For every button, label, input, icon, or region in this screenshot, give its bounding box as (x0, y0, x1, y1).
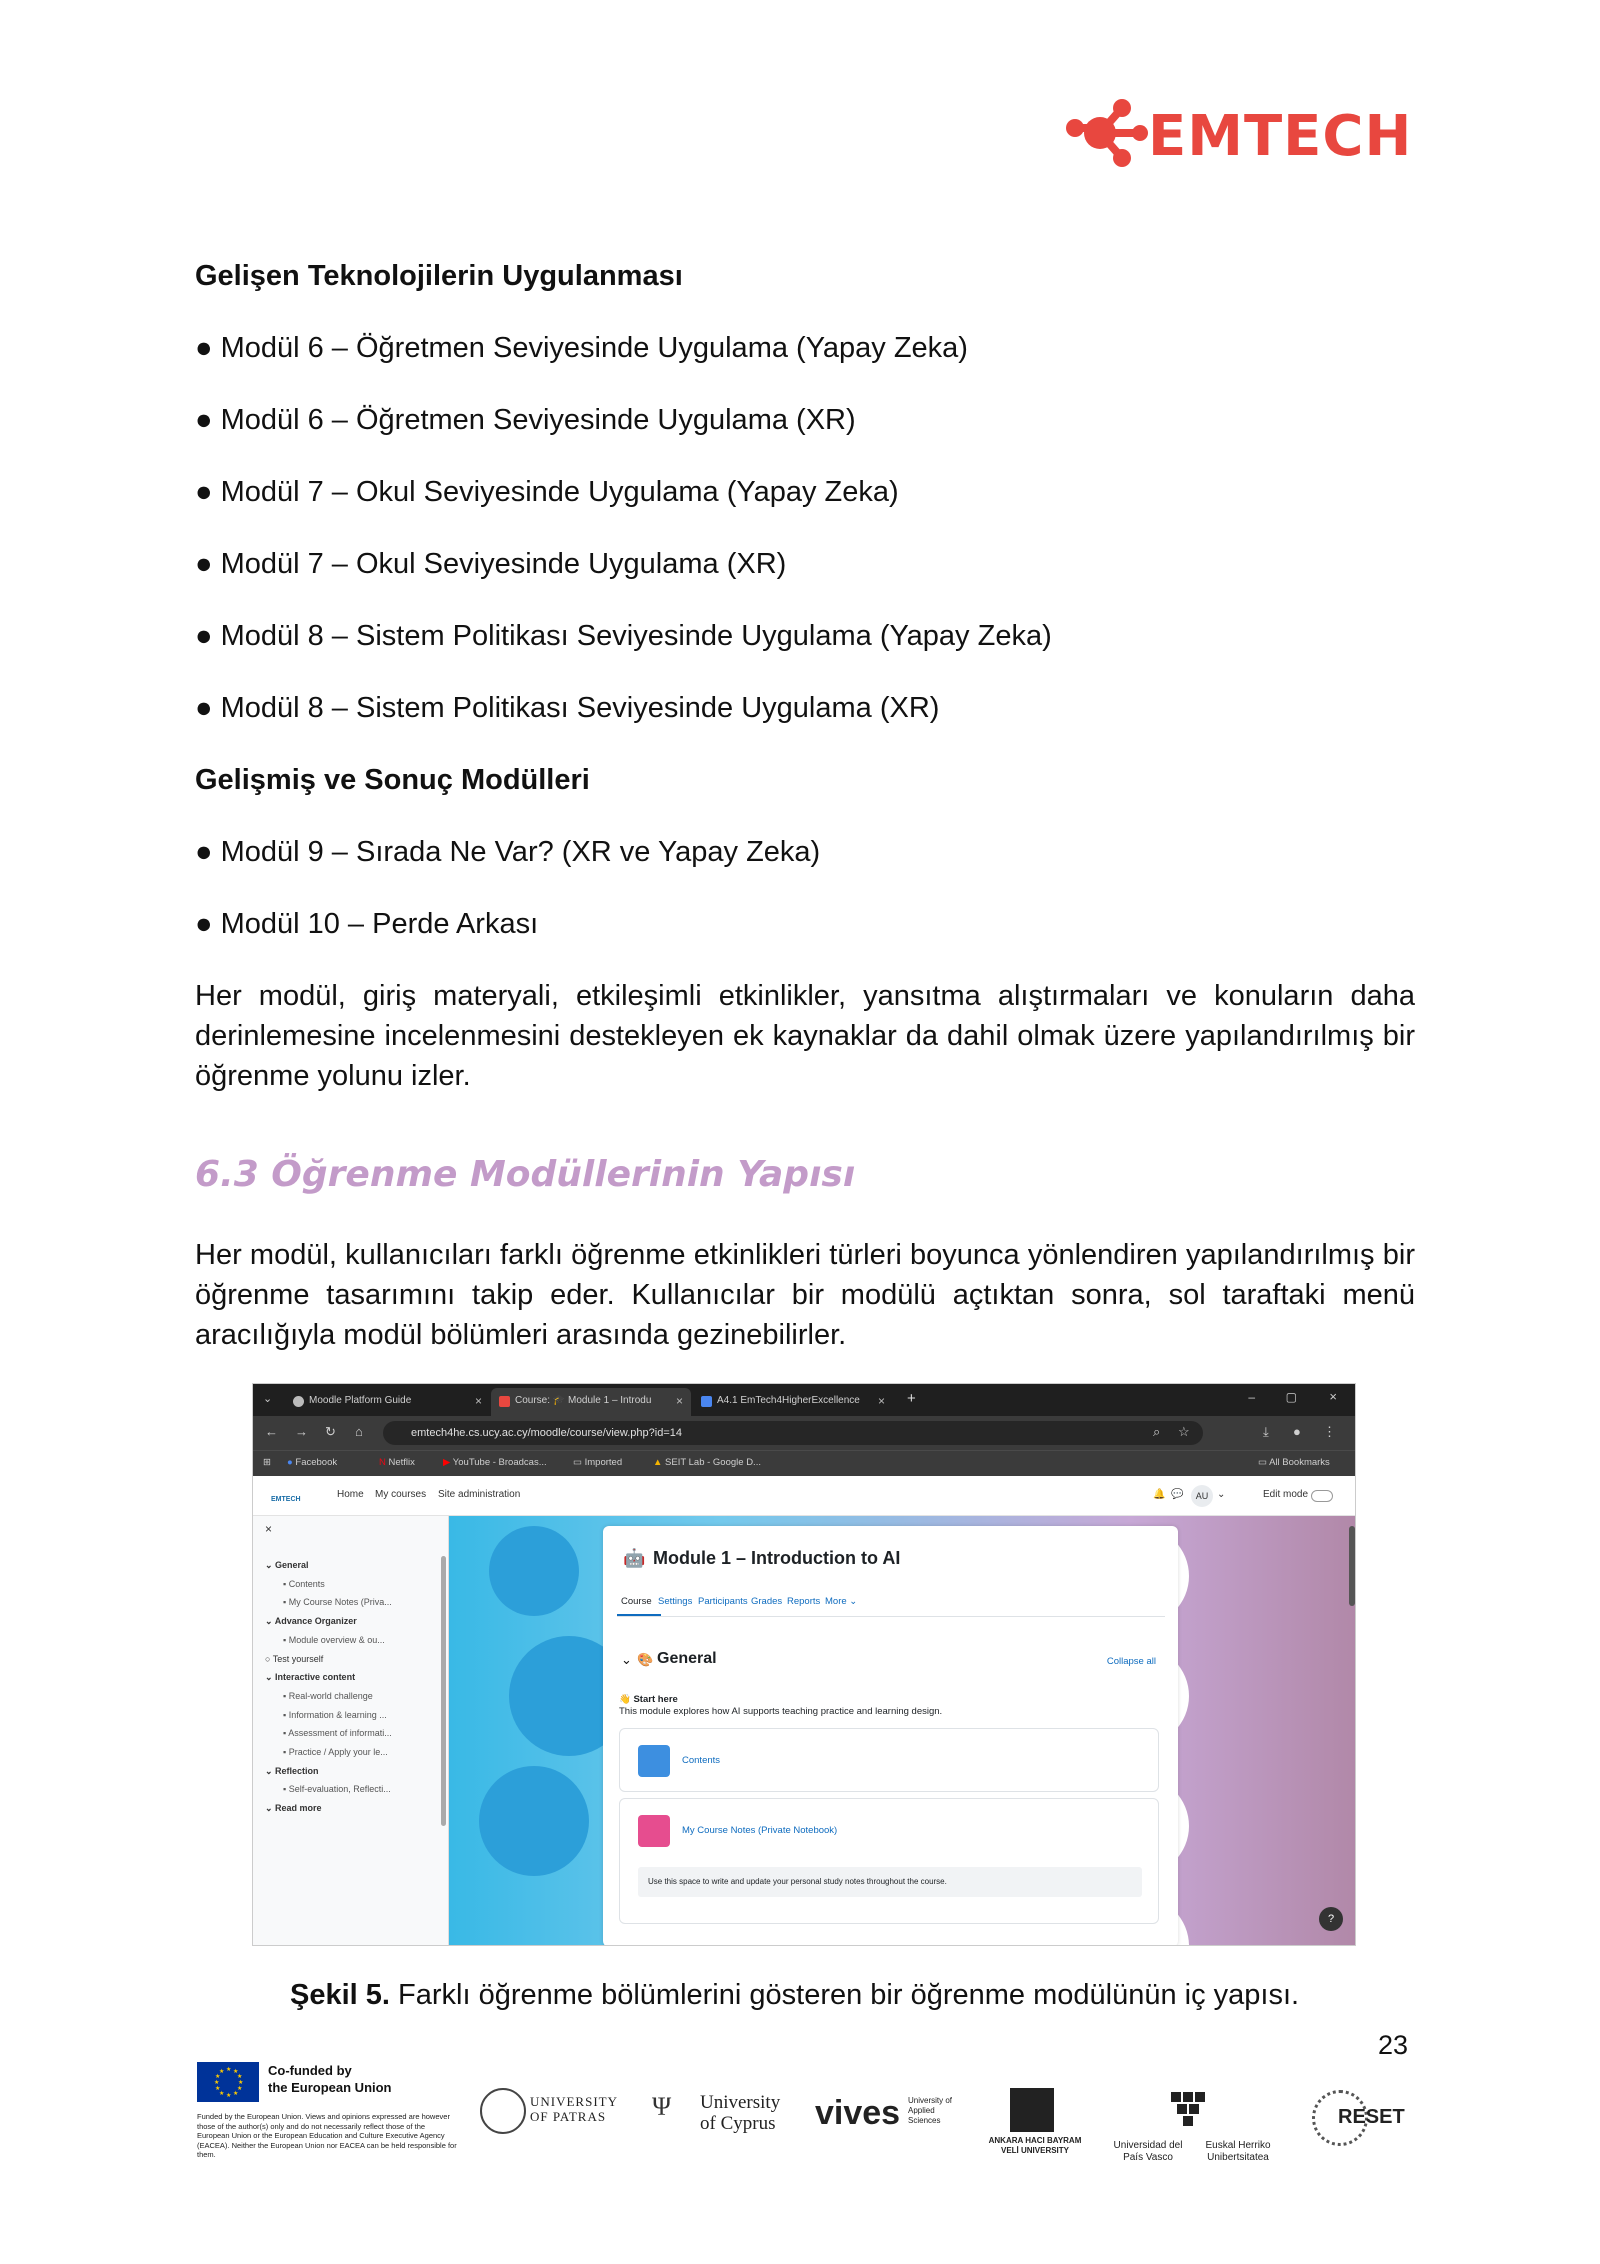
notes-description: Use this space to write and update your personal study notes throughout the course. (648, 1877, 947, 1886)
svg-text:★: ★ (238, 2079, 244, 2086)
nav-site-admin[interactable]: Site administration (438, 1489, 521, 1500)
paragraph-module-structure: Her modül, kullanıcıları farklı öğrenme etkinlikleri türleri boyunca yönlendiren yapılandırılmış bir öğrenme tasarımını takip eder. Kullanıcılar bir modülü açtıktan sonra, sol taraftaki menü aracılığıyla modül bölümleri arasında gezinebilirler. (195, 1239, 1415, 1351)
notebook-icon (638, 1815, 670, 1847)
bookmark-label: Imported (584, 1457, 623, 1468)
course-tab[interactable]: More ⌄ (825, 1596, 858, 1607)
course-tab[interactable]: Course (621, 1596, 652, 1607)
svg-text:★: ★ (226, 2092, 232, 2099)
partner-upv: Universidad del País Vasco (1113, 2140, 1183, 2163)
drive-icon: ▲ (653, 1457, 666, 1468)
bookmark-all[interactable] (1258, 1457, 1330, 1468)
forward-icon[interactable]: → (295, 1424, 308, 1439)
palette-icon: 🎨 (637, 1652, 654, 1667)
list-item: ● Modül 8 – Sistem Politikası Seviyesinde Uygulama (Yapay Zeka) (195, 616, 1415, 656)
eu-disclaimer: Funded by the European Union. Views and opinions expressed are however those of the author(s) only and do not necessarily reflect those of the European Union or the European Education and Culture Executive Agency (EACEA). Neither the European Union nor EACEA can be held responsible for them. (197, 2112, 457, 2160)
bookmark-label: Facebook (295, 1457, 338, 1468)
page-number: 23 (1378, 2030, 1409, 2060)
partner-ehu: Euskal Herriko Unibertsitatea (1205, 2140, 1271, 2163)
list-item: ● Modül 7 – Okul Seviyesinde Uygulama (Yapay Zeka) (195, 472, 1415, 512)
home-icon[interactable]: ⌂ (355, 1424, 363, 1439)
start-here-label: 👋 Start here (619, 1694, 678, 1705)
partner-patras: UNIVERSITY OF PATRAS (530, 2094, 618, 2124)
hbv-logo-icon (1010, 2088, 1054, 2132)
course-title: Module 1 – Introduction to AI (653, 1548, 901, 1568)
folder-icon: ▭ (573, 1457, 585, 1468)
tabs-divider (617, 1616, 1165, 1617)
svg-text:★: ★ (214, 2079, 220, 2086)
new-tab-icon[interactable]: + (907, 1390, 916, 1407)
caption-text: Farklı öğrenme bölümlerini gösteren bir öğrenme modülünün iç yapısı. (389, 1979, 1300, 2011)
tab-label: Moodle Platform Guide (309, 1395, 412, 1406)
svg-text:★: ★ (233, 2068, 239, 2075)
sidebar-item[interactable]: ▪ Practice / Apply your le... (283, 1747, 388, 1757)
start-description: This module explores how AI supports teaching practice and learning design. (619, 1706, 943, 1717)
sidebar-item[interactable]: ▪ Real-world challenge (283, 1690, 373, 1701)
course-tab[interactable]: Settings (658, 1596, 693, 1607)
moodle-logo[interactable]: EMTECH (271, 1496, 301, 1503)
list-item: ● Modül 6 – Öğretmen Seviyesinde Uygulama (XR) (195, 400, 1415, 440)
sidebar-item[interactable]: ⌄ Interactive content (265, 1672, 356, 1683)
figure-screenshot (252, 1383, 1356, 1946)
figure-caption (290, 1979, 1299, 2012)
bookmark-imported[interactable] (573, 1457, 622, 1468)
partner-hbv: ANKARA HACI BAYRAM VELİ UNIVERSITY (988, 2136, 1082, 2155)
svg-text:★: ★ (219, 2090, 225, 2097)
sidebar-item[interactable]: ▪ Module overview & ou... (283, 1634, 385, 1645)
sidebar-item[interactable]: ▪ Assessment of informati... (283, 1728, 392, 1739)
section-general-title: General (657, 1650, 717, 1667)
youtube-icon: ▶ (443, 1457, 453, 1468)
close-icon[interactable]: × (877, 1394, 885, 1408)
partner-vives-sub: University of Applied Sciences (908, 2096, 953, 2125)
decor-circle (489, 1526, 579, 1616)
tab-course[interactable] (491, 1388, 691, 1416)
activity-contents[interactable] (619, 1728, 1159, 1792)
svg-text:★: ★ (219, 2068, 225, 2075)
eu-flag-icon (197, 2062, 259, 2102)
list-item: ● Modül 6 – Öğretmen Seviyesinde Uygulama (Yapay Zeka) (195, 328, 1415, 368)
tab-label: A4.1 EmTech4HigherExcellence (717, 1395, 860, 1406)
folder-icon: ▭ (1258, 1457, 1270, 1468)
section-title: 6.3 Öğrenme Modüllerinin Yapısı (195, 1154, 856, 1195)
patras-seal-icon (480, 2088, 526, 2134)
moodle-icon (499, 1396, 510, 1407)
tab-search-icon[interactable]: ⌄ (263, 1393, 273, 1405)
download-icon[interactable]: ⤓ (1263, 1424, 1269, 1439)
bookmark-netflix[interactable] (379, 1457, 415, 1468)
svg-text:★: ★ (215, 2073, 221, 2080)
ehu-logo-icon (1165, 2088, 1213, 2128)
bell-icon[interactable]: 🔔 (1153, 1489, 1166, 1500)
chevron-down-icon[interactable]: ⌄ (621, 1652, 632, 1667)
nav-home[interactable]: Home (337, 1489, 364, 1500)
edit-mode-label: Edit mode (1263, 1489, 1309, 1500)
avatar[interactable]: AU (1191, 1485, 1213, 1507)
menu-icon[interactable]: ⋮ (1323, 1424, 1336, 1439)
tab-docs[interactable] (693, 1388, 893, 1416)
course-tab[interactable]: Grades (751, 1596, 783, 1607)
browser-tab-strip (253, 1384, 1355, 1416)
course-content-card (603, 1526, 1178, 1946)
sidebar-item[interactable]: ⌄ General (265, 1560, 309, 1570)
url-input[interactable]: emtech4he.cs.ucy.ac.cy/moodle/course/view.php?id=14 (383, 1421, 1203, 1445)
svg-text:★: ★ (237, 2073, 243, 2080)
course-tab[interactable]: Reports (787, 1596, 821, 1607)
message-icon[interactable]: 💬 (1171, 1489, 1184, 1500)
sidebar-item[interactable]: ⌄ Read more (265, 1803, 322, 1814)
zoom-icon[interactable]: ⌕ (1153, 1424, 1161, 1439)
eu-cofunded-text (268, 2062, 392, 2096)
svg-text:★: ★ (226, 2066, 232, 2073)
notes-description-box (638, 1867, 1142, 1897)
profile-icon[interactable]: ● (1293, 1424, 1301, 1439)
partner-reset: RESET (1338, 2106, 1405, 2128)
heading-advanced-modules: Gelişmiş ve Sonuç Modülleri (195, 764, 590, 796)
close-icon[interactable]: × (474, 1394, 482, 1408)
bookmark-label: All Bookmarks (1269, 1457, 1330, 1468)
eu-cofunded-line2: the European Union (268, 2080, 392, 2095)
sidebar-item[interactable]: ▪ My Course Notes (Priva... (283, 1597, 392, 1608)
close-icon[interactable]: × (675, 1394, 683, 1408)
globe-icon (293, 1396, 304, 1407)
svg-text:★: ★ (233, 2090, 239, 2097)
maximize-icon[interactable]: ▢ (1285, 1390, 1297, 1404)
apps-icon[interactable]: ⊞ (263, 1457, 271, 1468)
back-icon[interactable]: ← (265, 1424, 278, 1439)
edit-mode-toggle[interactable] (1311, 1490, 1333, 1502)
help-button[interactable]: ? (1319, 1907, 1343, 1931)
page-scrollbar[interactable] (1349, 1526, 1355, 1606)
window-close-icon[interactable]: × (1329, 1389, 1337, 1404)
paragraph-modules-path: Her modül, giriş materyali, etkileşimli etkinlikler, yansıtma alıştırmaları ve konuların daha derinlemesine incelenmesini destekleyen ek kaynaklar da dahil olmak üzere yapılandırılmış bir öğrenme yolunu izler. (195, 980, 1415, 1092)
partner-vives: vives (815, 2094, 901, 2132)
activity-notes[interactable] (619, 1798, 1159, 1924)
sidebar-item[interactable]: ○ Test yourself (265, 1653, 324, 1664)
list-item: ● Modül 9 – Sırada Ne Var? (XR ve Yapay Zeka) (195, 832, 1415, 872)
docs-icon (701, 1396, 712, 1407)
emtech-logo-text: EMTECH (1148, 104, 1413, 169)
bookmark-label: YouTube - Broadcas... (452, 1457, 547, 1468)
bookmark-label: SEIT Lab - Google D... (665, 1457, 761, 1468)
nav-my-courses[interactable]: My courses (375, 1489, 427, 1500)
activity-notes-link[interactable]: My Course Notes (Private Notebook) (682, 1825, 838, 1836)
book-icon (638, 1745, 670, 1777)
activity-contents-link[interactable]: Contents (682, 1755, 721, 1766)
caption-label: Şekil 5. (290, 1979, 390, 2011)
facebook-icon: ● (287, 1457, 296, 1468)
sidebar-item[interactable]: ▪ Contents (283, 1578, 325, 1589)
netflix-icon: N (379, 1457, 389, 1468)
eu-cofunded-line1: Co-funded by (268, 2063, 352, 2078)
list-item: ● Modül 10 – Perde Arkası (195, 904, 1415, 944)
course-index-sidebar (253, 1516, 449, 1946)
bookmark-facebook[interactable] (287, 1457, 337, 1468)
collapse-all-link[interactable]: Collapse all (1106, 1656, 1156, 1667)
decor-circle (479, 1766, 589, 1876)
minimize-icon[interactable]: – (1248, 1390, 1255, 1404)
sidebar-item[interactable]: ⌄ Reflection (265, 1765, 319, 1776)
star-icon[interactable]: ☆ (1178, 1424, 1190, 1439)
list-item: ● Modül 8 – Sistem Politikası Seviyesinde Uygulama (XR) (195, 688, 1415, 728)
address-bar-row (253, 1416, 1355, 1450)
reload-icon[interactable]: ↻ (325, 1424, 336, 1439)
sidebar-item[interactable]: ⌄ Advance Organizer (265, 1616, 357, 1627)
sidebar-item[interactable]: ▪ Information & learning ... (283, 1709, 387, 1720)
tab-label: Course: 🎓 Module 1 – Introdu (515, 1395, 652, 1406)
close-drawer-icon[interactable]: × (265, 1522, 273, 1536)
chevron-down-icon[interactable]: ⌄ (1217, 1489, 1226, 1500)
tab-moodle-guide[interactable] (285, 1388, 490, 1416)
bookmark-label: Netflix (388, 1457, 415, 1468)
bookmark-seit[interactable] (653, 1457, 761, 1468)
list-item: ● Modül 7 – Okul Seviyesinde Uygulama (XR) (195, 544, 1415, 584)
robot-icon: 🤖 (623, 1548, 646, 1568)
course-tab[interactable]: Participants (698, 1596, 748, 1607)
partner-cyprus: University of Cyprus (700, 2092, 781, 2134)
heading-emerging-tech: Gelişen Teknolojilerin Uygulanması (195, 260, 683, 292)
moodle-navbar (253, 1476, 1355, 1516)
bookmarks-bar (253, 1450, 1355, 1476)
svg-text:★: ★ (237, 2085, 243, 2092)
sidebar-scrollbar[interactable] (441, 1556, 446, 1826)
sidebar-item[interactable]: ▪ Self-evaluation, Reflecti... (283, 1784, 391, 1795)
bookmark-youtube[interactable] (443, 1457, 547, 1468)
cyprus-logo-icon: Ψ (652, 2092, 672, 2121)
svg-text:★: ★ (215, 2085, 221, 2092)
start-here-text: Start here (633, 1694, 678, 1705)
